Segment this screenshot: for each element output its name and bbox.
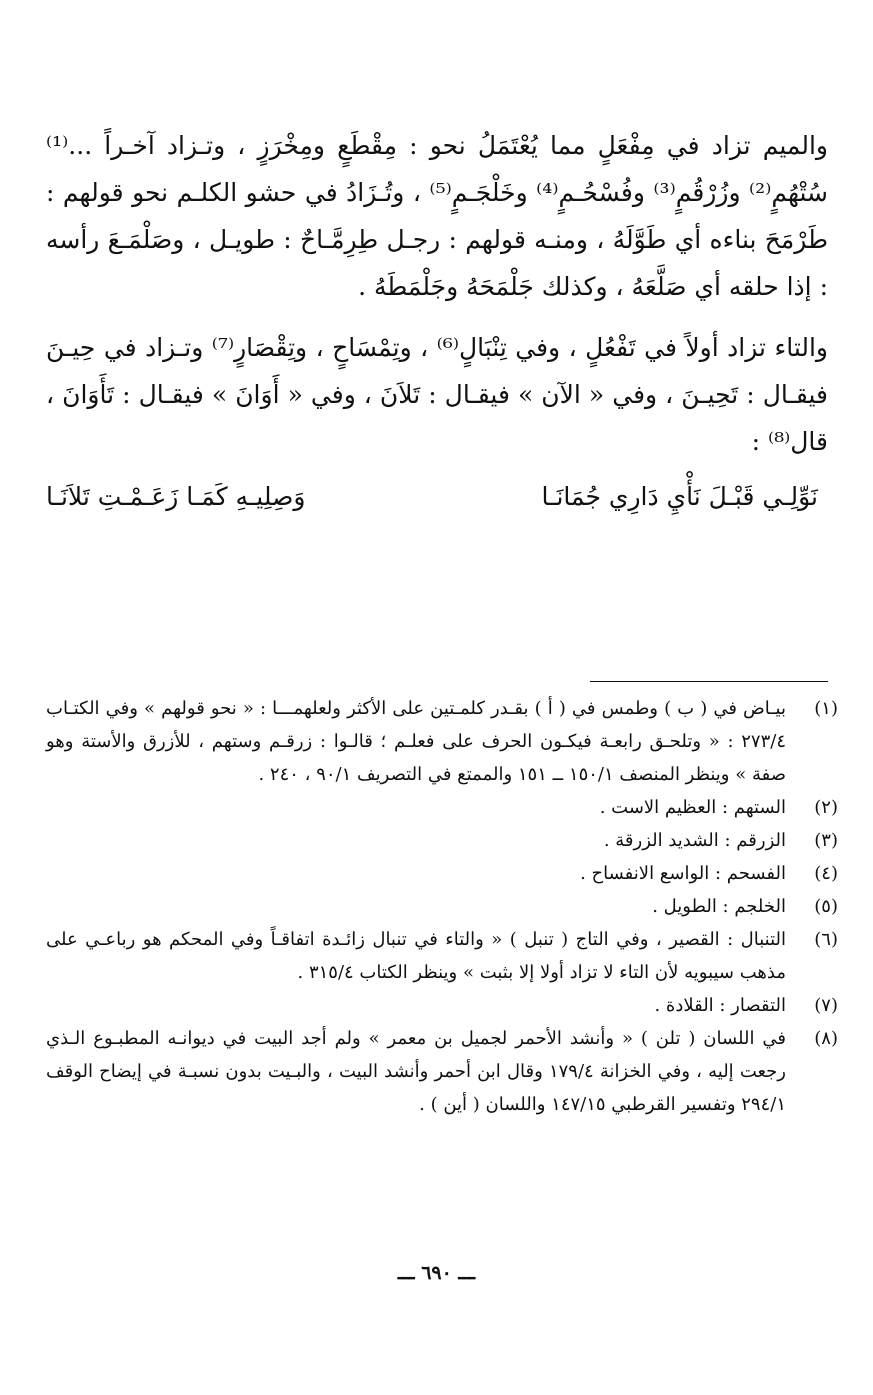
footnote-text: الستهم : العظيم الاست .	[599, 797, 786, 818]
footnote-text: في اللسان ( تلن ) « وأنشد الأحمر لجميل بن معمر » ولم أجد البيت في ديوانـه المطبـوع الـذي رجعت إليه ، وفي الخزانة ١٧٩/٤ وقال ابن أحمر وأنشد البيت ، والبـيت بدون نسبـة في إيضاح الوقف ٢٩٤/١ وتفسير القرطبي ١٤٧/١٥ واللسان ( أين ) .	[46, 1028, 786, 1115]
footnote-number: (٦)	[814, 929, 838, 950]
footnote-4	[46, 857, 838, 890]
footnote-5	[46, 890, 838, 923]
footnote-number: (١)	[814, 698, 838, 719]
footnote-number: (٣)	[814, 830, 838, 851]
main-text-block	[46, 122, 828, 520]
footnote-number: (٧)	[814, 995, 838, 1016]
footnote-1	[46, 692, 838, 791]
paragraph-taa: والتاء تزاد أولاً في تَفْعُلٍ ، وفي تِنْبَالٍ⁽⁶⁾ ، وتِمْسَاحٍ ، وتِقْصَارٍ⁽⁷⁾ وتـزاد في حِيـنَ فيقـال : تَحِيـنَ ، وفي « الآن » فيقـال : تَلاَنَ ، وفي « أَوَانَ » فيقـال : تَأَوَانَ ، قال⁽⁸⁾ :	[46, 333, 828, 456]
page-number: ـــ ٦٩٠ ـــ	[397, 1262, 476, 1284]
footnote-number: (٥)	[814, 896, 838, 917]
footnote-text: بيـاض في ( ب ) وطمس في ( أ ) بقـدر كلمـتين على الأكثر ولعلهمـــا : « نحو قولهم » وفي الكتـاب ٢٧٣/٤ : « وتلحـق رابعـة فيكـون الحرف على فعلـم ؛ قالـوا : زرقـم وستهم ، للأزرق والأستة وهو صفة » وينظر المنصف ١٥٠/١ ــ ١٥١ والممتع في التصريف ٩٠/١ ، ٢٤٠ .	[46, 698, 786, 785]
footnote-text: التقصار : القلادة .	[654, 995, 786, 1016]
footnote-number: (٨)	[814, 1028, 838, 1049]
footnote-text: الخلجم : الطويل .	[652, 896, 786, 917]
footnote-text: الفسحم : الواسع الانفساح .	[580, 863, 786, 884]
footnote-text: التنبال : القصير ، وفي التاج ( تنبل ) « والتاء في تنبال زائـدة اتفاقـاً وفي المحكم هو رباعـي على مذهب سيبويه لأن التاء لا تزاد أولا إلا بثبت » وينظر الكتاب ٣١٥/٤ .	[46, 929, 786, 983]
footnote-number: (٢)	[814, 797, 838, 818]
footnote-divider	[590, 681, 828, 682]
footnote-8	[46, 1022, 838, 1121]
verse-second-hemistich: وَصِلِيـهِ كَمَـا زَعَـمْـتِ تَلاَنَـا	[46, 482, 306, 511]
footnote-number: (٤)	[814, 863, 838, 884]
footnote-7	[46, 989, 838, 1022]
footnote-6	[46, 923, 838, 989]
paragraph-mim: والميم تزاد في مِفْعَلٍ مما يُعْتَمَلُ نحو : مِقْطَعٍ ومِخْرَزٍ ، وتـزاد آخـراً ...⁽¹⁾ سُتْهُمٍ⁽²⁾ وزُرْقُمٍ⁽³⁾ وفُسْحُـمٍ⁽⁴⁾ وخَلْجَـمٍ⁽⁵⁾ ، وتُـزَادُ في حشو الكلـم نحو قولهم : طَرْمَحَ بناءه أي طَوَّلَهُ ، ومنـه قولهم : رجـل طِرِمَّـاحٌ : طويـل ، وصَلْمَـعَ رأسه : إذا حلقه أي صَلَّعَهُ ، وكذلك جَلْمَحَهُ وجَلْمَطَهُ .	[46, 131, 828, 301]
verse-first-hemistich: نَوِّلِـي قَبْـلَ نَأْيِ دَارِي جُمَانَـا	[541, 482, 818, 511]
footnote-3	[46, 824, 838, 857]
footnotes-section	[46, 692, 838, 1121]
footnote-text: الزرقم : الشديد الزرقة .	[603, 830, 786, 851]
poetry-verse	[46, 473, 828, 520]
footnote-2	[46, 791, 838, 824]
